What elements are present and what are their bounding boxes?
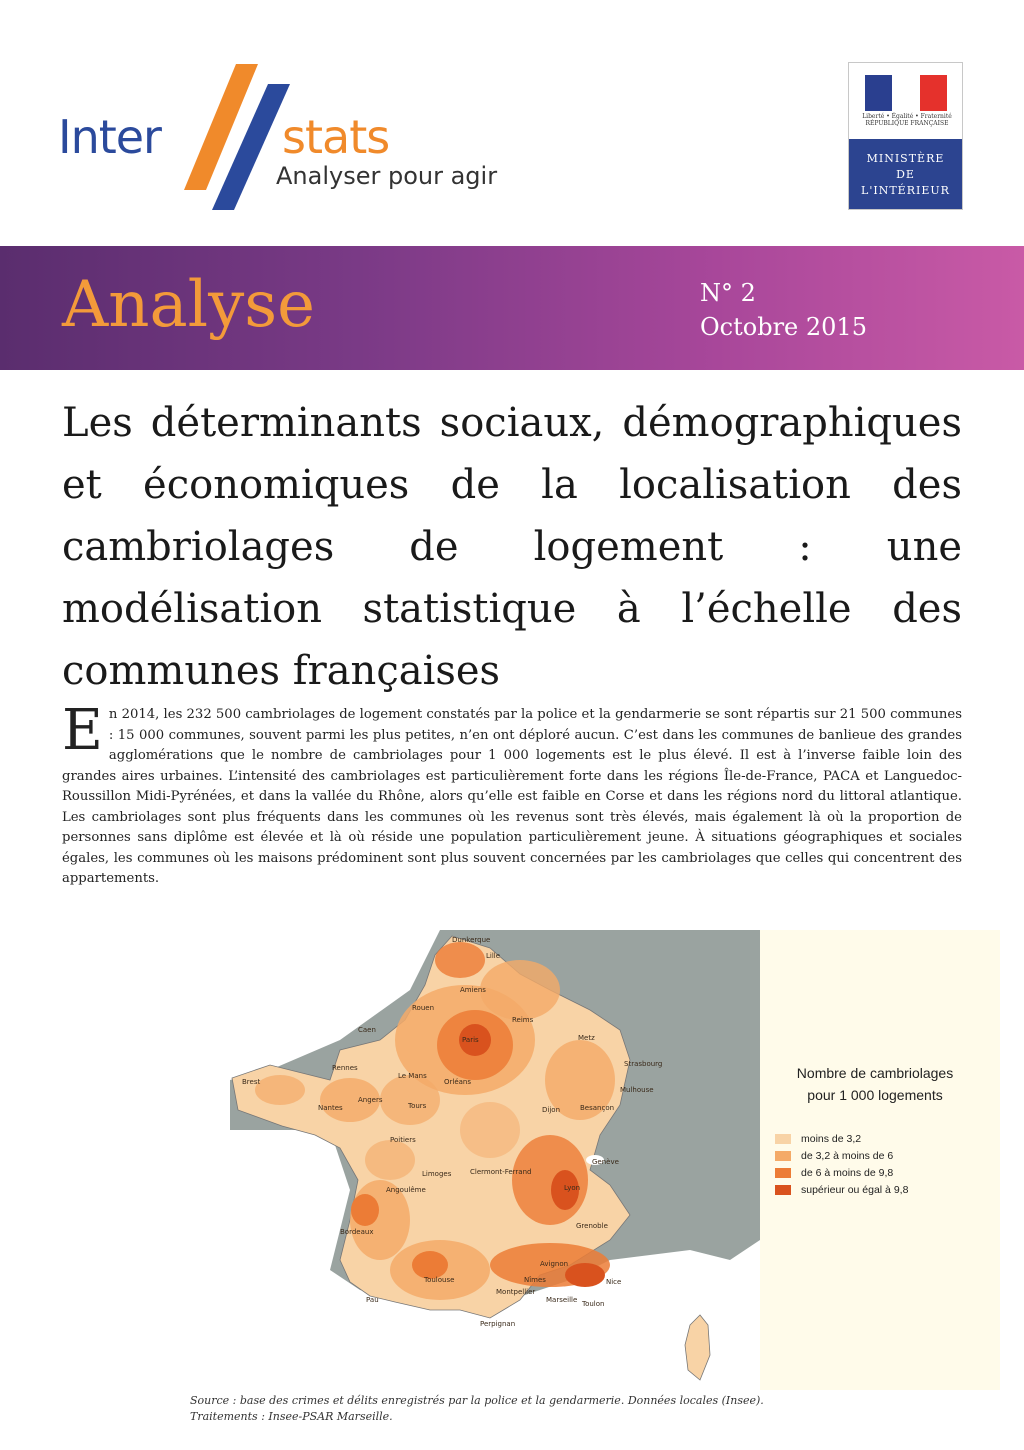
legend-item bbox=[775, 1164, 975, 1181]
city-label: Dunkerque bbox=[452, 936, 491, 944]
legend-swatch bbox=[775, 1134, 791, 1144]
map-legend bbox=[775, 1062, 975, 1198]
legend-swatch bbox=[775, 1151, 791, 1161]
legend-item bbox=[775, 1130, 975, 1147]
city-label: Genève bbox=[592, 1158, 619, 1166]
interstats-logo bbox=[58, 62, 518, 212]
legend-label: moins de 3,2 bbox=[801, 1132, 862, 1145]
ministry-logo bbox=[848, 62, 963, 210]
logo-stats-text: stats bbox=[282, 110, 390, 164]
city-label: Strasbourg bbox=[624, 1060, 663, 1068]
legend-item bbox=[775, 1181, 975, 1198]
city-label: Caen bbox=[358, 1026, 376, 1034]
city-label: Nîmes bbox=[524, 1276, 546, 1284]
city-label: Le Mans bbox=[398, 1072, 427, 1080]
city-label: Dijon bbox=[542, 1106, 560, 1114]
city-label: Grenoble bbox=[576, 1222, 608, 1230]
city-label: Brest bbox=[242, 1078, 261, 1086]
legend-label: de 3,2 à moins de 6 bbox=[801, 1149, 894, 1162]
logo-inter-text: Inter bbox=[58, 110, 161, 164]
city-label: Limoges bbox=[422, 1170, 452, 1178]
city-label: Angoulême bbox=[386, 1186, 426, 1194]
city-label: Perpignan bbox=[480, 1320, 516, 1328]
city-label: Angers bbox=[358, 1096, 383, 1104]
burglary-map-figure bbox=[190, 930, 1000, 1390]
city-label: Pau bbox=[366, 1296, 379, 1304]
city-label: Montpellier bbox=[496, 1288, 536, 1296]
city-label: Tours bbox=[408, 1102, 427, 1110]
city-label: Mulhouse bbox=[620, 1086, 654, 1094]
logo-tagline: Analyser pour agir bbox=[276, 162, 498, 190]
city-label: Orléans bbox=[444, 1078, 472, 1086]
legend-title: Nombre de cambriolages pour 1 000 logements bbox=[796, 1065, 954, 1103]
city-label: Nice bbox=[606, 1278, 622, 1286]
city-label: Avignon bbox=[540, 1260, 569, 1268]
issue-info bbox=[700, 276, 867, 344]
lead-text: n 2014, les 232 500 cambriolages de logement constatés par la police et la gendarmerie se sont répartis sur 21 500 communes : 15 000 communes, souvent parmi les plus petites, n’en ont déploré aucun. C’est dans les communes de banlieue des grandes agglomérations que le nombre de cambriolages pour 1 000 logements est le plus élevé. Il est à l’inverse faible loin des grandes aires urbaines. L’intensité des cambriolages est particulièrement forte dans les régions Île-de-France, PACA et Languedoc-Roussillon Midi-Pyrénées, et dans la vallée du Rhône, alors qu’elle est faible en Corse et dans les régions nord du littoral atlantique. Les cambriolages sont plus fréquents dans les communes où les revenus sont très élevés, mais également là où la proportion de personnes sans diplôme est élevée et là où réside une population particulièrement jeune. À situations géographiques et sociales égales, les communes où les maisons prédominent sont plus souvent concernées par les cambriolages que celles qui concentrent des appartements. bbox=[62, 707, 962, 886]
city-label: Amiens bbox=[460, 986, 486, 994]
drop-cap: E bbox=[62, 698, 103, 763]
issue-number: N° 2 bbox=[700, 279, 756, 307]
french-flag-icon bbox=[865, 75, 947, 111]
ministry-motto: Liberté • Égalité • Fraternité RÉPUBLIQUE FRANÇAISE bbox=[862, 113, 952, 127]
city-label: Lyon bbox=[564, 1184, 581, 1192]
article-headline: Les déterminants sociaux, démographiques et économiques de la localisation des cambriolages de logement : une modélisation statistique à l’échelle des communes françaises bbox=[62, 400, 962, 694]
lead-paragraph bbox=[62, 698, 962, 890]
legend-items bbox=[775, 1130, 975, 1198]
legend-swatch bbox=[775, 1168, 791, 1178]
city-label: Paris bbox=[462, 1036, 479, 1044]
city-label: Nantes bbox=[318, 1104, 343, 1112]
issue-date: Octobre 2015 bbox=[700, 313, 867, 341]
legend-label: supérieur ou égal à 9,8 bbox=[801, 1183, 909, 1196]
city-label: Toulon bbox=[582, 1300, 605, 1308]
city-label: Rouen bbox=[412, 1004, 435, 1012]
map-source-note: Source : base des crimes et délits enregistrés par la police et la gendarmerie. Données locales (Insee). Traitements : Insee-PSAR Marseille. bbox=[190, 1394, 764, 1423]
city-label: Marseille bbox=[546, 1296, 578, 1304]
legend-item bbox=[775, 1147, 975, 1164]
city-label: Bordeaux bbox=[340, 1228, 374, 1236]
city-label: Rennes bbox=[332, 1064, 358, 1072]
city-label: Toulouse bbox=[424, 1276, 455, 1284]
ministry-name: MINISTÈRE DE L'INTÉRIEUR bbox=[849, 139, 962, 209]
city-label: Reims bbox=[512, 1016, 534, 1024]
legend-swatch bbox=[775, 1185, 791, 1195]
city-label: Metz bbox=[578, 1034, 595, 1042]
banner-title: Analyse bbox=[62, 268, 315, 342]
city-label: Clermont-Ferrand bbox=[470, 1168, 532, 1176]
city-label: Lille bbox=[486, 952, 501, 960]
city-label: Besançon bbox=[580, 1104, 615, 1112]
analyse-banner bbox=[0, 246, 1024, 370]
legend-label: de 6 à moins de 9,8 bbox=[801, 1166, 894, 1179]
city-label: Poitiers bbox=[390, 1136, 416, 1144]
